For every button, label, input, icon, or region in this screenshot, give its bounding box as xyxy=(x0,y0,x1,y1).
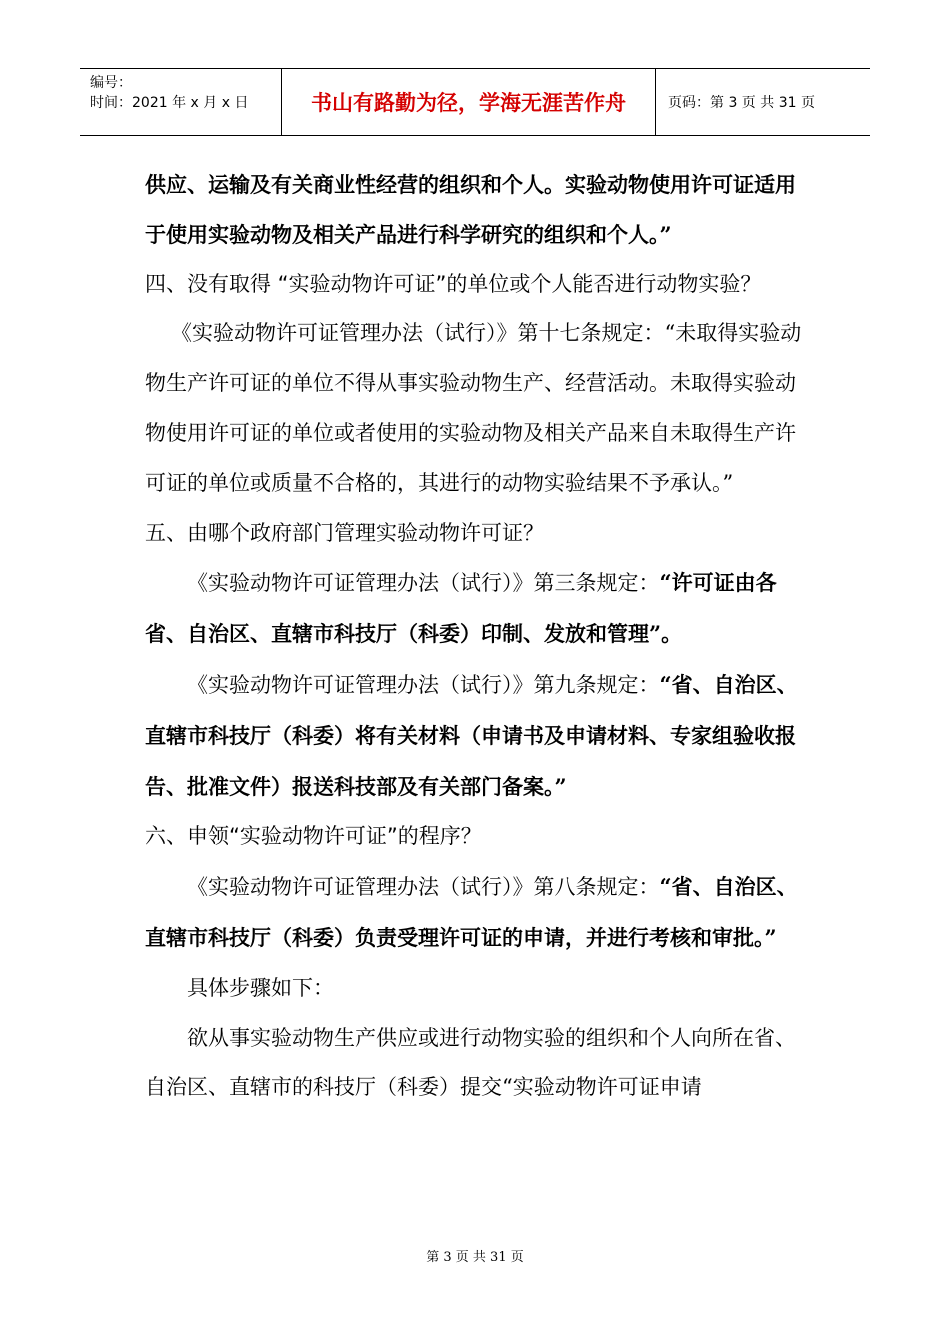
document-body xyxy=(145,160,810,1113)
page-footer: 第 3 页 共 31 页 xyxy=(426,1250,524,1265)
section-heading-5: 五、由哪个政府部门管理实验动物许可证？ xyxy=(145,520,544,545)
paragraph-steps-intro: 具体步骤如下： xyxy=(187,975,334,1000)
article-3-quote: “许可证由各省、自治区、直辖市科技厅（科委）印制、发放和管理”。 xyxy=(145,570,777,647)
header-meta xyxy=(80,69,282,135)
section-heading-6: 六、申领“实验动物许可证”的程序？ xyxy=(145,824,482,849)
header-page-info: 页码：第 3 页 共 31 页 xyxy=(668,95,815,111)
paragraph-steps-detail: 欲从事实验动物生产供应或进行动物实验的组织和个人向所在省、自治区、直辖市的科技厅（科委）提交“实验动物许可证申请 xyxy=(145,1025,796,1100)
header-number-label: 编号： xyxy=(90,75,132,91)
article-9-quote: “省、自治区、直辖市科技厅（科委）将有关材料（申请书及申请材料、专家组验收报告、批准文件）报送科技部及有关部门备案。” xyxy=(145,671,798,799)
section-heading-4: 四、没有取得 “实验动物许可证”的单位或个人能否进行动物实验？ xyxy=(145,271,762,296)
page-header xyxy=(80,68,870,136)
article-9-citation: 《实验动物许可证管理办法（试行）》第九条规定： xyxy=(187,672,660,697)
article-8-citation: 《实验动物许可证管理办法（试行）》第八条规定： xyxy=(187,875,660,900)
paragraph-article-9 xyxy=(145,660,810,812)
article-3-citation: 《实验动物许可证管理办法（试行）》第三条规定： xyxy=(187,571,660,596)
header-time-label: 时间：2021 年 x 月 x 日 xyxy=(90,95,249,111)
paragraph-article-17: 《实验动物许可证管理办法（试行）》第十七条规定：“未取得实验动物生产许可证的单位不得从事实验动物生产、经营活动。未取得实验动物使用许可证的单位或者使用的实验动物及相关产品来自未取得生产许可证的单位或质量不合格的，其进行的动物实验结果不予承认。” xyxy=(145,321,802,495)
header-motto: 书山有路勤为径，学海无涯苦作舟 xyxy=(282,69,656,135)
article-8-quote: “省、自治区、直辖市科技厅（科委）负责受理许可证的申请，并进行考核和审批。” xyxy=(145,874,798,950)
paragraph-continuation: 供应、运输及有关商业性经营的组织和个人。实验动物使用许可证适用于使用实验动物及相关产品进行科学研究的组织和个人。” xyxy=(145,172,796,247)
paragraph-article-3 xyxy=(145,558,810,660)
paragraph-article-8 xyxy=(145,862,810,964)
